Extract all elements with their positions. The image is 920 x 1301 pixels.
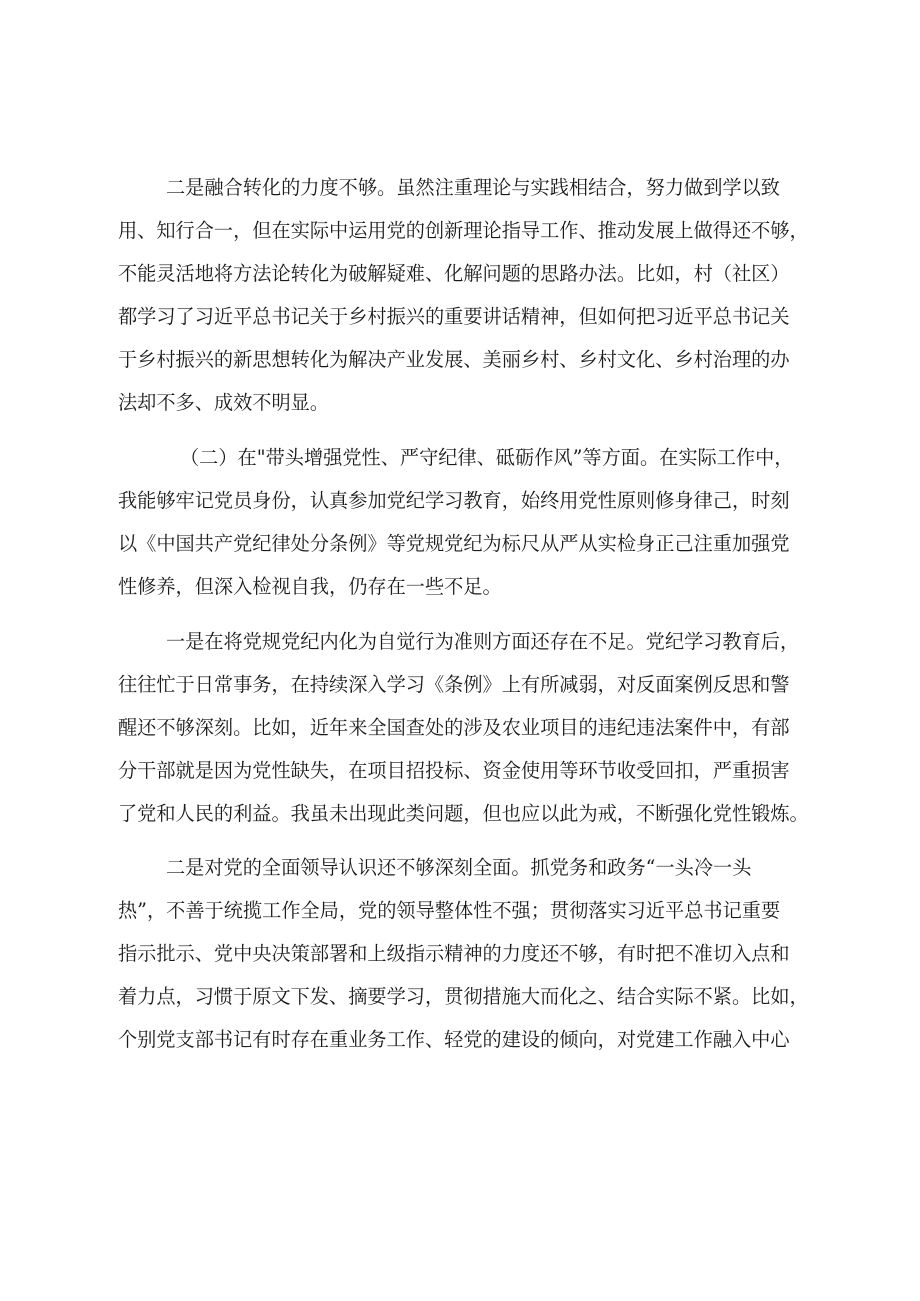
text-line: 法却不多、成效不明显。 (118, 391, 330, 414)
text-line: 指示批示、党中央决策部署和上级指示精神的力度还不够，有时把不准切入点和 (118, 942, 790, 965)
text-line: 都学习了习近平总书记关于乡村振兴的重要讲话精神，但如何把习近平总书记关 (118, 305, 790, 328)
text-line: 二是融合转化的力度不够。虽然注重理论与实践相结合，努力做到学以致 (166, 176, 780, 199)
text-line: 热”，不善于统揽工作全局，党的领导整体性不强；贯彻落实习近平总书记重要 (118, 899, 781, 922)
text-line: 不能灵活地将方法论转化为破解疑难、化解问题的思路办法。比如，村（社区） (118, 262, 790, 285)
text-line: 往往忙于日常事务，在持续深入学习《条例》上有所减弱，对反面案例反思和警 (118, 673, 790, 696)
text-line: 分干部就是因为党性缺失，在项目招投标、资金使用等环节收受回扣，严重损害 (118, 759, 790, 782)
text-line: 用、知行合一，但在实际中运用党的创新理论指导工作、推动发展上做得还不够， (118, 219, 809, 242)
section-heading-line: （二）在"带头增强党性、严守纪律、砥砺作风”等方面。在实际工作中， (180, 446, 794, 469)
text-line: 二是对党的全面领导认识还不够深刻全面。抓党务和政务“一头冷一头 (166, 856, 752, 879)
text-line: 我能够牢记党员身份，认真参加党纪学习教育，始终用党性原则修身律己，时刻 (118, 489, 790, 512)
text-line: 醒还不够深刻。比如，近年来全国查处的涉及农业项目的违纪违法案件中，有部 (118, 716, 790, 739)
text-line: 了党和人民的利益。我虽未出现此类问题，但也应以此为戒，不断强化党性锻炼。 (118, 802, 809, 825)
text-line: 一是在将党规党纪内化为自觉行为准则方面还存在不足。党纪学习教育后， (166, 630, 800, 653)
text-line: 性修养，但深入检视自我，仍存在一些不足。 (118, 575, 502, 598)
text-line: 于乡村振兴的新思想转化为解决产业发展、美丽乡村、乡村文化、乡村治理的办 (118, 348, 790, 371)
text-line: 个别党支部书记有时存在重业务工作、轻党的建设的倾向，对党建工作融入中心 (118, 1028, 790, 1051)
text-line: 以《中国共产党纪律处分条例》等党规党纪为标尺从严从实检身正己注重加强党 (118, 532, 790, 555)
text-line: 着力点，习惯于原文下发、摘要学习，贯彻措施大而化之、结合实际不紧。比如， (118, 985, 809, 1008)
